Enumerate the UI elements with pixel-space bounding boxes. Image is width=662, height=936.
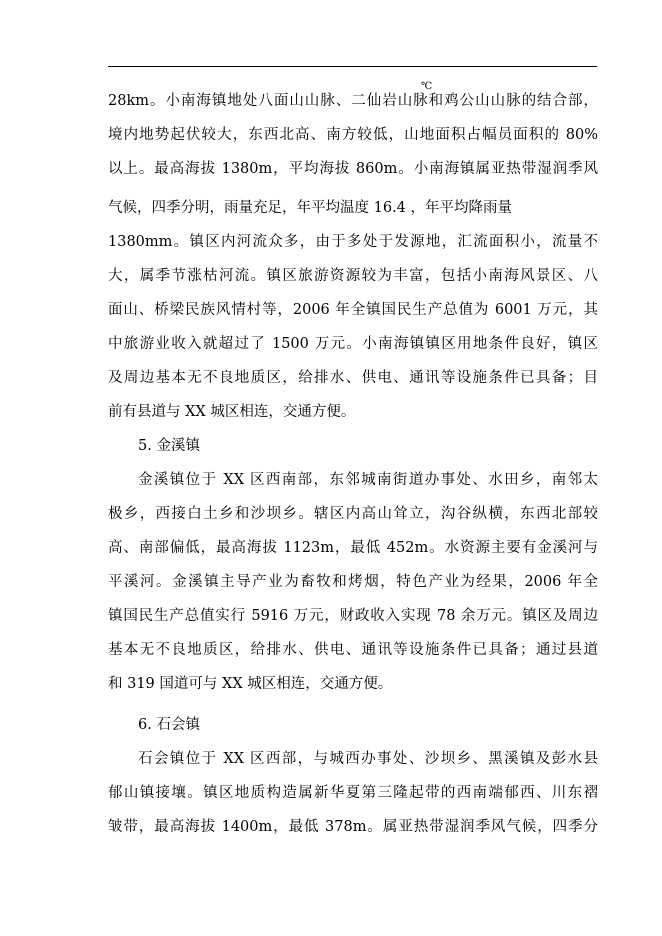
text-line-13: 极乡，西接白土乡和沙坝乡。辖区内高山耸立，沟谷纵横，东西北部较: [108, 506, 598, 522]
text-line-6: 大，属季节涨枯河流。镇区旅游资源较为丰富，包括小南海风景区、八: [108, 268, 598, 284]
text-line-1: 28km。小南海镇地处八面山山脉、二仙岩山脉和鸡公山山脉的结合部，: [108, 93, 598, 109]
text-line-16: 镇国民生产总值实行 5916 万元，财政收入实现 78 余万元。镇区及周边: [108, 608, 598, 624]
text-line-12: 金溪镇位于 XX 区西南部，东邻城南街道办事处、水田乡，南邻太: [138, 472, 598, 488]
text-line-2: 境内地势起伏较大，东西北高、南方较低，山地面积占幅员面积的 80%: [108, 127, 598, 143]
text-line-20: 石会镇位于 XX 区西部，与城西办事处、沙坝乡、黑溪镇及彭水县: [138, 751, 598, 767]
text-line-14: 高、南部偏低，最高海拔 1123m，最低 452m。水资源主要有金溪河与: [108, 540, 598, 556]
text-line-4: 气候，四季分明，雨量充足，年平均温度 16.4 ，年平均降雨量: [108, 200, 513, 216]
text-line-7: 面山、桥梁民族风情村等，2006 年全镇国民生产总值为 6001 万元，其: [108, 302, 598, 318]
degree-superscript: ℃: [421, 81, 433, 92]
text-line-22: 皱带，最高海拔 1400m，最低 378m。属亚热带湿润季风气候，四季分: [108, 819, 598, 835]
section-heading-shihui: 6. 石会镇: [138, 717, 200, 733]
header-rule: [108, 66, 597, 67]
text-line-5: 1380mm。镇区内河流众多，由于多处于发源地，汇流面积小，流量不: [108, 234, 598, 250]
text-line-9: 及周边基本无不良地质区，给排水、供电、通讯等设施条件已具备；目: [108, 370, 598, 386]
text-line-8: 中旅游业收入就超过了 1500 万元。小南海镇镇区用地条件良好，镇区: [108, 336, 598, 352]
text-line-21: 郁山镇接壤。镇区地质构造属新华夏第三隆起带的西南端郁西、川东褶: [108, 785, 598, 801]
text-line-18: 和 319 国道可与 XX 城区相连，交通方便。: [108, 676, 393, 692]
section-heading-jinxi: 5. 金溪镇: [138, 438, 200, 454]
text-line-15: 平溪河。金溪镇主导产业为畜牧和烤烟，特色产业为经果，2006 年全: [108, 574, 598, 590]
text-line-17: 基本无不良地质区，给排水、供电、通讯等设施条件已具备；通过县道: [108, 642, 598, 658]
text-line-3: 以上。最高海拔 1380m，平均海拔 860m。小南海镇属亚热带湿润季风: [108, 161, 598, 177]
text-line-10: 前有县道与 XX 城区相连，交通方便。: [108, 404, 356, 420]
